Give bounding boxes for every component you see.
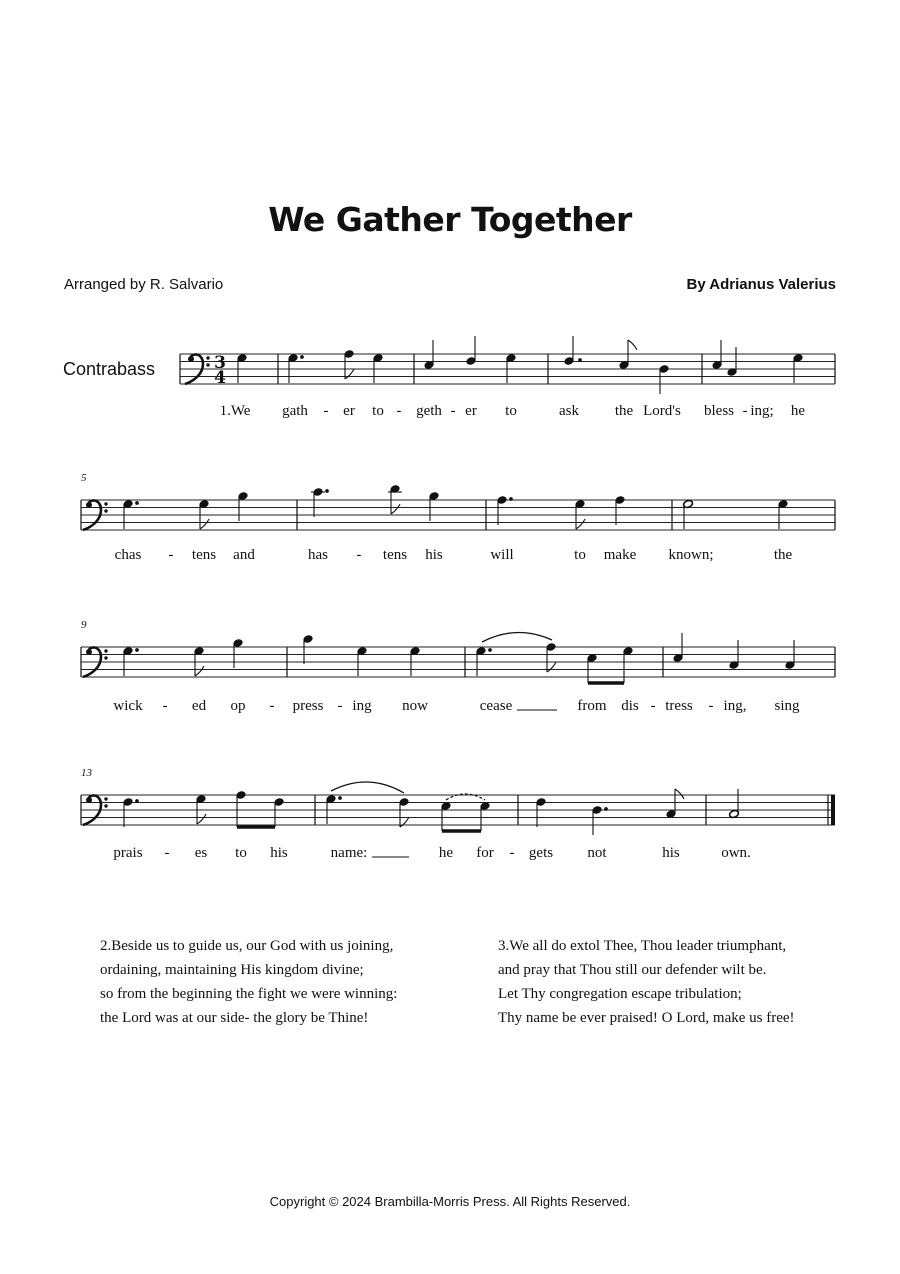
lyric-syllable: ing;	[750, 403, 774, 419]
lyric-syllable: ask	[559, 403, 579, 419]
verse-line: so from the beginning the fight we were winning:	[100, 986, 398, 1002]
lyric-syllable: to	[372, 403, 384, 419]
lyric-syllable: -	[396, 403, 402, 419]
lyric-syllable: geth	[416, 403, 442, 419]
lyric-syllable: -	[168, 547, 174, 563]
lyric-syllable: -	[269, 698, 275, 714]
verse-line: ordaining, maintaining His kingdom divine;	[100, 962, 364, 978]
lyric-syllable: -	[708, 698, 714, 714]
time-signature-top: 3	[214, 353, 226, 373]
verse-line: the Lord was at our side- the glory be Thine!	[100, 1010, 369, 1026]
lyric-syllable: own.	[721, 845, 751, 861]
verse-line: 3.We all do extol Thee, Thou leader triumphant,	[498, 938, 787, 954]
staff-system-2	[81, 472, 835, 563]
lyric-syllable: for	[476, 845, 494, 861]
lyric-syllable: his	[270, 845, 288, 861]
lyric-syllable: wick	[113, 698, 143, 714]
lyric-syllable: 1.We	[219, 403, 251, 419]
lyric-syllable: -	[323, 403, 329, 419]
lyric-syllable: from	[577, 698, 607, 714]
lyric-syllable: not	[587, 845, 607, 861]
lyrics-system-3	[113, 698, 800, 714]
staff-system-4	[81, 767, 835, 861]
lyrics-system-1	[220, 403, 806, 419]
lyric-syllable: to	[235, 845, 247, 861]
lyric-syllable: sing	[774, 698, 800, 714]
lyric-syllable: his	[425, 547, 443, 563]
lyric-syllable: dis	[621, 698, 639, 714]
lyric-syllable: -	[450, 403, 456, 419]
lyric-syllable: bless	[704, 403, 734, 419]
lyric-syllable: press	[292, 698, 324, 714]
verse-line: 2.Beside us to guide us, our God with us joining,	[100, 938, 394, 954]
lyric-syllable: known;	[668, 547, 714, 563]
lyric-syllable: tens	[191, 547, 217, 563]
slur	[482, 632, 552, 642]
lyric-syllable: ed	[191, 698, 207, 714]
lyric-syllable: gath	[282, 403, 308, 419]
lyric-syllable: -	[509, 845, 515, 861]
lyric-syllable: his	[662, 845, 680, 861]
lyric-syllable: the	[773, 547, 793, 563]
lyrics-system-2	[115, 547, 793, 563]
lyric-syllable: make	[603, 547, 637, 563]
lyric-syllable: gets	[528, 845, 554, 861]
instrument-name: Contrabass	[63, 359, 156, 379]
lyric-syllable: op	[230, 698, 246, 714]
lyric-syllable: he	[438, 845, 454, 861]
lyric-syllable: -	[337, 698, 343, 714]
copyright-notice: Copyright © 2024 Brambilla-Morris Press. All Rights Reserved.	[269, 1194, 631, 1209]
lyric-syllable: es	[194, 845, 208, 861]
lyric-syllable: now	[402, 698, 428, 714]
lyric-syllable: Lord's	[643, 403, 681, 419]
lyric-syllable: cease	[479, 698, 513, 714]
verse-line: and pray that Thou still our defender wilt be.	[498, 962, 767, 978]
lyric-syllable: ing	[352, 698, 372, 714]
lyric-syllable: the	[614, 403, 634, 419]
verse-3-text	[498, 934, 795, 1030]
lyric-syllable: -	[162, 698, 168, 714]
lyric-syllable: -	[164, 845, 170, 861]
composer-credit: By Adrianus Valerius	[686, 276, 836, 293]
measure-number: 5	[81, 472, 87, 484]
lyric-syllable: prais	[113, 845, 143, 861]
measure-number: 13	[81, 767, 92, 779]
lyric-syllable: chas	[114, 547, 142, 563]
verse-line: Thy name be ever praised! O Lord, make us free!	[498, 1010, 795, 1026]
lyric-syllable: to	[574, 547, 586, 563]
slur	[331, 782, 404, 793]
lyric-syllable: to	[505, 403, 517, 419]
verse-2-text	[100, 934, 397, 1030]
lyric-syllable: -	[650, 698, 656, 714]
lyric-syllable: -	[742, 403, 748, 419]
lyric-syllable: er	[465, 403, 477, 419]
time-signature-bottom: 4	[214, 368, 226, 388]
lyrics-system-4	[113, 845, 750, 861]
lyric-syllable: tens	[382, 547, 408, 563]
staff-system-1	[63, 336, 835, 419]
lyric-syllable: name:	[330, 845, 368, 861]
lyric-syllable: will	[490, 547, 514, 563]
lyric-syllable: he	[790, 403, 806, 419]
measure-number: 9	[81, 619, 87, 631]
lyric-syllable: has	[308, 547, 328, 563]
arranger-credit: Arranged by R. Salvario	[64, 276, 224, 293]
lyric-syllable: -	[356, 547, 362, 563]
lyric-syllable: and	[233, 547, 255, 563]
lyric-syllable: ing,	[723, 698, 747, 714]
staff-system-3	[81, 619, 835, 714]
score-title: We Gather Together	[268, 200, 632, 239]
lyric-syllable: er	[343, 403, 355, 419]
verse-line: Let Thy congregation escape tribulation;	[498, 986, 742, 1002]
lyric-syllable: tress	[665, 698, 693, 714]
